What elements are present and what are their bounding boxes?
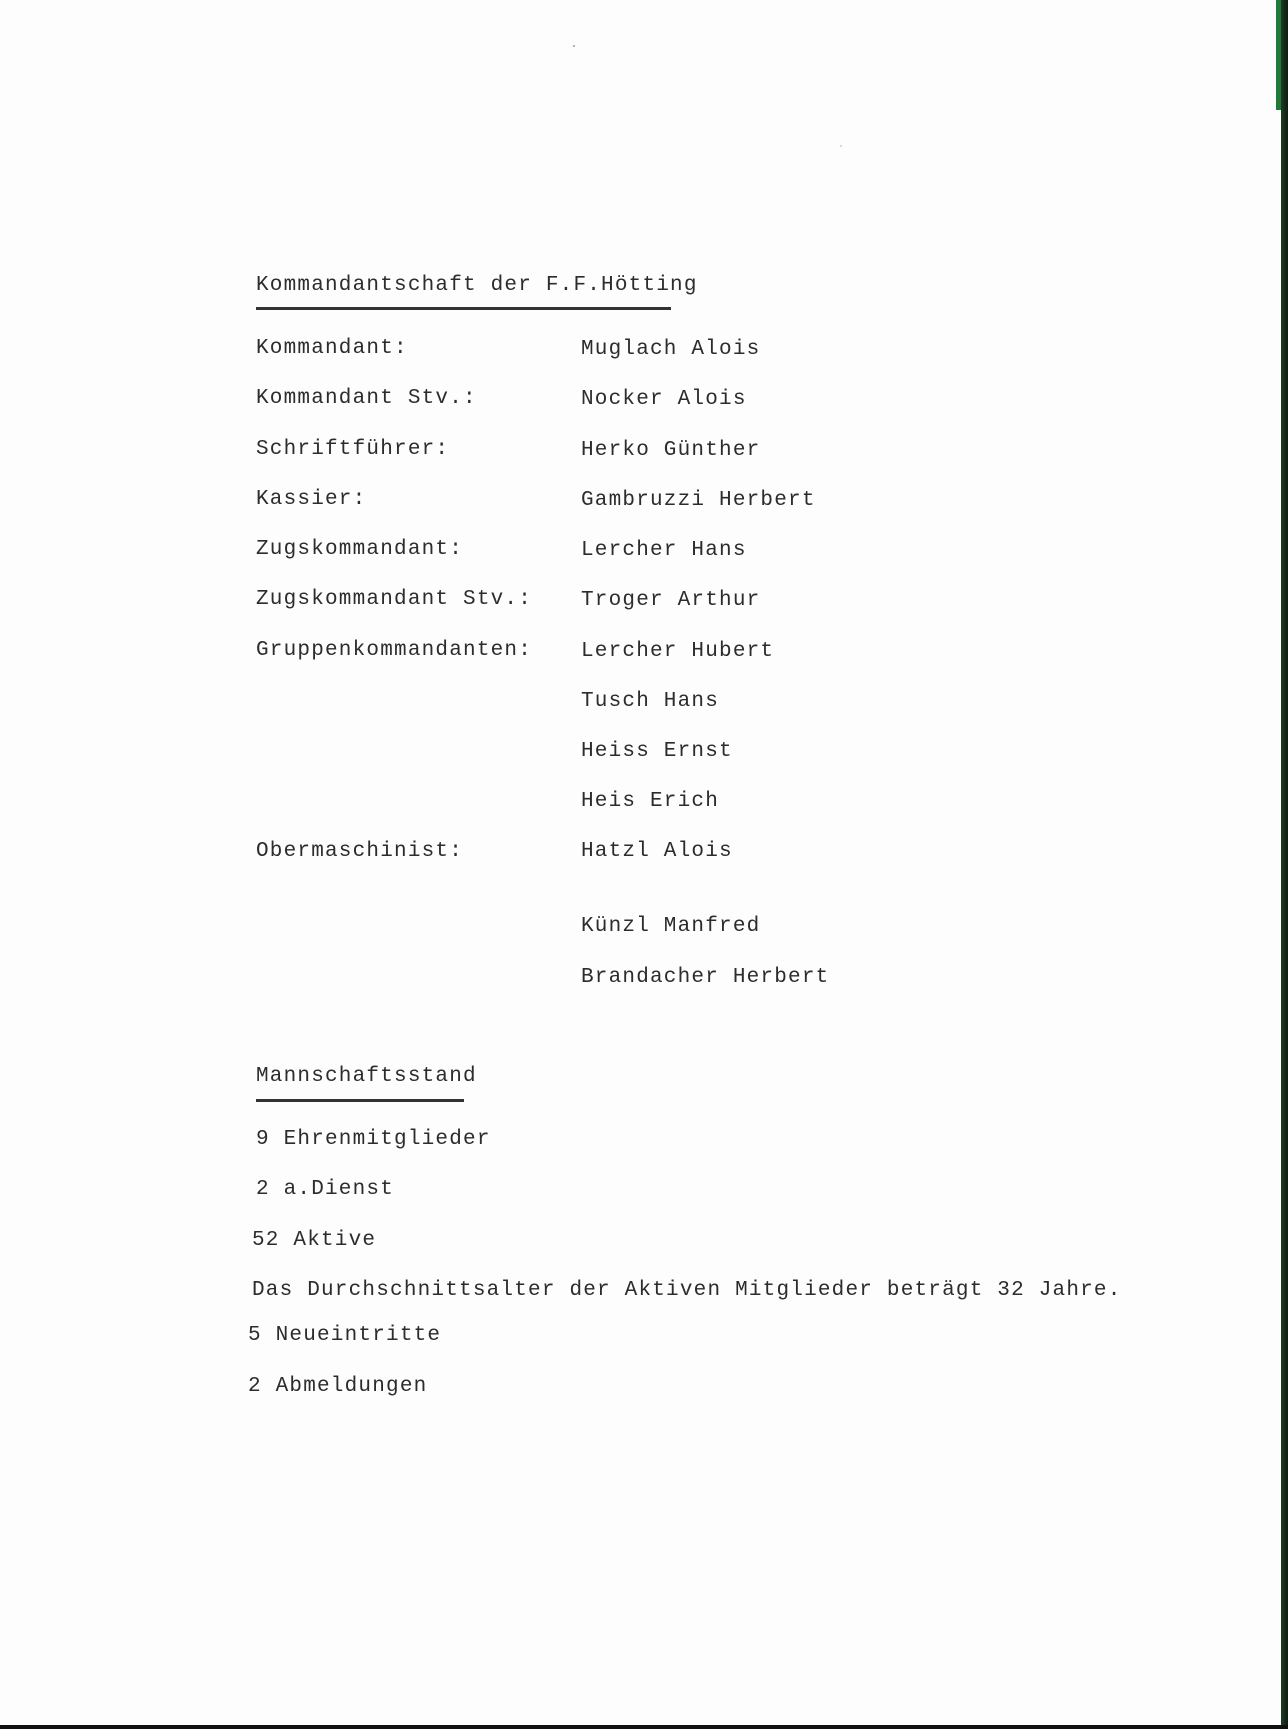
- person-name: Hatzl Alois: [581, 840, 733, 863]
- membership-line: 2 a.Dienst: [256, 1178, 395, 1201]
- person-name: Herko Günther: [581, 439, 761, 462]
- membership-line: 5 Neueintritte: [248, 1324, 442, 1347]
- person-name: Gambruzzi Herbert: [581, 489, 816, 512]
- person-name: Troger Arthur: [581, 589, 761, 612]
- scan-speck: [840, 145, 842, 147]
- scan-edge-green: [1276, 0, 1281, 110]
- person-name: Brandacher Herbert: [581, 966, 830, 989]
- role-label: Zugskommandant:: [256, 538, 464, 561]
- membership-line: 9 Ehrenmitglieder: [256, 1128, 491, 1151]
- role-label: Kassier:: [256, 488, 367, 511]
- person-name: Tusch Hans: [581, 690, 720, 713]
- role-label: Obermaschinist:: [256, 840, 464, 863]
- person-name: Heiss Ernst: [581, 740, 733, 763]
- scan-speck: [573, 45, 575, 47]
- scan-edge-right: [1281, 0, 1288, 1729]
- membership-line: Das Durchschnittsalter der Aktiven Mitglieder beträgt 32 Jahre.: [252, 1279, 1122, 1302]
- leadership-heading-underline: [256, 307, 671, 310]
- role-label: Kommandant Stv.:: [256, 387, 477, 410]
- person-name: Nocker Alois: [581, 388, 747, 411]
- person-name: Künzl Manfred: [581, 915, 761, 938]
- leadership-heading: Kommandantschaft der F.F.Hötting: [256, 274, 698, 297]
- scan-edge-bottom: [0, 1725, 1288, 1729]
- membership-heading: Mannschaftsstand: [256, 1065, 477, 1088]
- membership-line: 52 Aktive: [252, 1229, 377, 1252]
- person-name: Lercher Hans: [581, 539, 747, 562]
- role-label: Schriftführer:: [256, 438, 450, 461]
- role-label: Gruppenkommandanten:: [256, 639, 533, 662]
- person-name: Lercher Hubert: [581, 640, 775, 663]
- person-name: Muglach Alois: [581, 338, 761, 361]
- membership-heading-underline: [256, 1099, 464, 1102]
- person-name: Heis Erich: [581, 790, 720, 813]
- role-label: Zugskommandant Stv.:: [256, 588, 533, 611]
- role-label: Kommandant:: [256, 337, 408, 360]
- membership-line: 2 Abmeldungen: [248, 1375, 428, 1398]
